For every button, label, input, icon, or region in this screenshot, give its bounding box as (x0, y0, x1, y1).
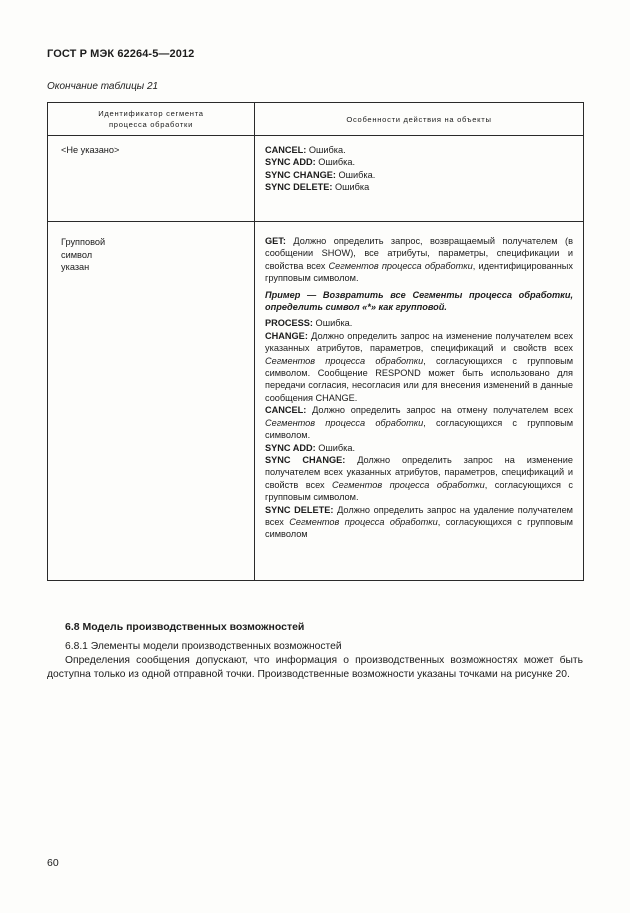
col-header-action-features: Особенности действия на объекты (255, 103, 584, 136)
verb-text-emphasis: Сегментов процесса обработки (289, 516, 438, 527)
example-note: Пример — Возвратить все Сегменты процесса обработки, определить символ «*» как групповой. (265, 289, 573, 313)
verb-keyword: SYNC ADD: (265, 157, 316, 168)
verb-text: Ошибка. (335, 169, 376, 180)
verb-text: , согласующихся с групповым символом. (265, 417, 574, 441)
verb-block-cancel (265, 404, 573, 441)
verb-line-sync-add (265, 156, 573, 168)
verb-text-emphasis: Сегментов процесса обработки (265, 417, 424, 428)
verb-line-cancel (265, 144, 573, 156)
table-row (48, 222, 584, 581)
verb-keyword: SYNC ADD: (265, 442, 316, 453)
verb-text: , согласующихся с групповым символом. Сообщение RESPOND может быть использовано для передачи согласия, несогласия или для внесения изменений в данные сообщения CHANGE. (265, 355, 574, 403)
subsection-heading (47, 640, 583, 654)
verb-keyword: SYNC DELETE: (265, 182, 333, 193)
verb-text: Ошибка. (306, 145, 346, 155)
verb-text: Должно определить запрос на отмену получателем всех (306, 405, 573, 416)
verb-text: Ошибка. (315, 157, 356, 168)
verb-keyword: PROCESS: (265, 318, 313, 329)
section-heading: 6.8 Модель производственных возможностей (65, 621, 305, 633)
verb-text: Ошибка (332, 182, 370, 193)
verb-text: Должно определить запрос на изменение получателем всех указанных атрибутов, параметров, спецификаций и свойств всех (265, 330, 573, 354)
verb-block-sync-delete (265, 504, 573, 541)
table-header-row (48, 103, 584, 136)
document-code: ГОСТ Р МЭК 62264-5—2012 (47, 48, 195, 60)
verb-text-emphasis: Сегментов процесса обработки (332, 479, 485, 490)
segment-id-line: Групповой (61, 237, 106, 247)
actions-table (47, 102, 584, 581)
verb-keyword: SYNC DELETE: (265, 504, 334, 515)
body-paragraph-text: Определения сообщения допускают, что информация о производственных возможностях может быть доступна только из одной отправной точки. Производственные возможности указаны точками на рисунке 20. (47, 655, 583, 680)
verb-block-process (265, 317, 573, 329)
verb-block-get (265, 235, 573, 285)
verb-keyword: SYNC CHANGE: (265, 169, 336, 180)
subsection-heading-text: 6.8.1 Элементы модели производственных возможностей (65, 641, 342, 652)
table-caption: Окончание таблицы 21 (47, 81, 159, 92)
verb-text: Ошибка. (313, 318, 353, 329)
verb-keyword: CHANGE: (265, 330, 308, 341)
verb-block-change (265, 330, 573, 404)
action-features-cell (255, 222, 584, 581)
verb-text: Ошибка. (315, 442, 356, 453)
verb-keyword: GET: (265, 236, 286, 246)
col-header-segment-id (48, 103, 255, 136)
page-number: 60 (47, 857, 59, 869)
verb-text-emphasis: Сегментов процесса обработки (328, 260, 473, 271)
segment-id-line: символ (61, 249, 93, 260)
action-features-cell (255, 136, 584, 222)
verb-keyword: CANCEL: (265, 405, 307, 416)
verb-block-sync-change (265, 454, 573, 504)
verb-line-sync-delete (265, 181, 573, 193)
col-header-segment-id-line1: Идентификатор сегмента (98, 109, 204, 118)
verb-text: Должно определить запрос, возвращаемый получателем (в сообщении SHOW), все атрибуты, параметры, спецификации и свойства всех (265, 236, 573, 271)
table-row (48, 136, 584, 222)
verb-block-sync-add (265, 442, 573, 454)
segment-id-cell (48, 222, 255, 581)
verb-text: Должно определить запрос на удаление получателем всех (265, 504, 573, 527)
verb-text: , согласующихся с групповым символом (265, 516, 573, 540)
verb-line-sync-change (265, 169, 573, 181)
verb-text-emphasis: Сегментов процесса обработки (265, 355, 424, 366)
segment-id-line: указан (61, 262, 90, 273)
verb-text: , идентифицированных групповым символом. (265, 260, 574, 284)
col-header-segment-id-line2: процесса обработки (108, 120, 194, 129)
segment-id-cell: <Не указано> (48, 136, 255, 222)
verb-keyword: SYNC CHANGE: (265, 454, 346, 465)
verb-text: , согласующихся с групповым символом. (265, 479, 573, 503)
verb-text: Должно определить запрос на изменение получателем всех указанных атрибутов, параметров, спецификаций и свойств всех (265, 454, 573, 490)
body-paragraph (47, 654, 583, 682)
verb-keyword: CANCEL: (265, 145, 307, 155)
